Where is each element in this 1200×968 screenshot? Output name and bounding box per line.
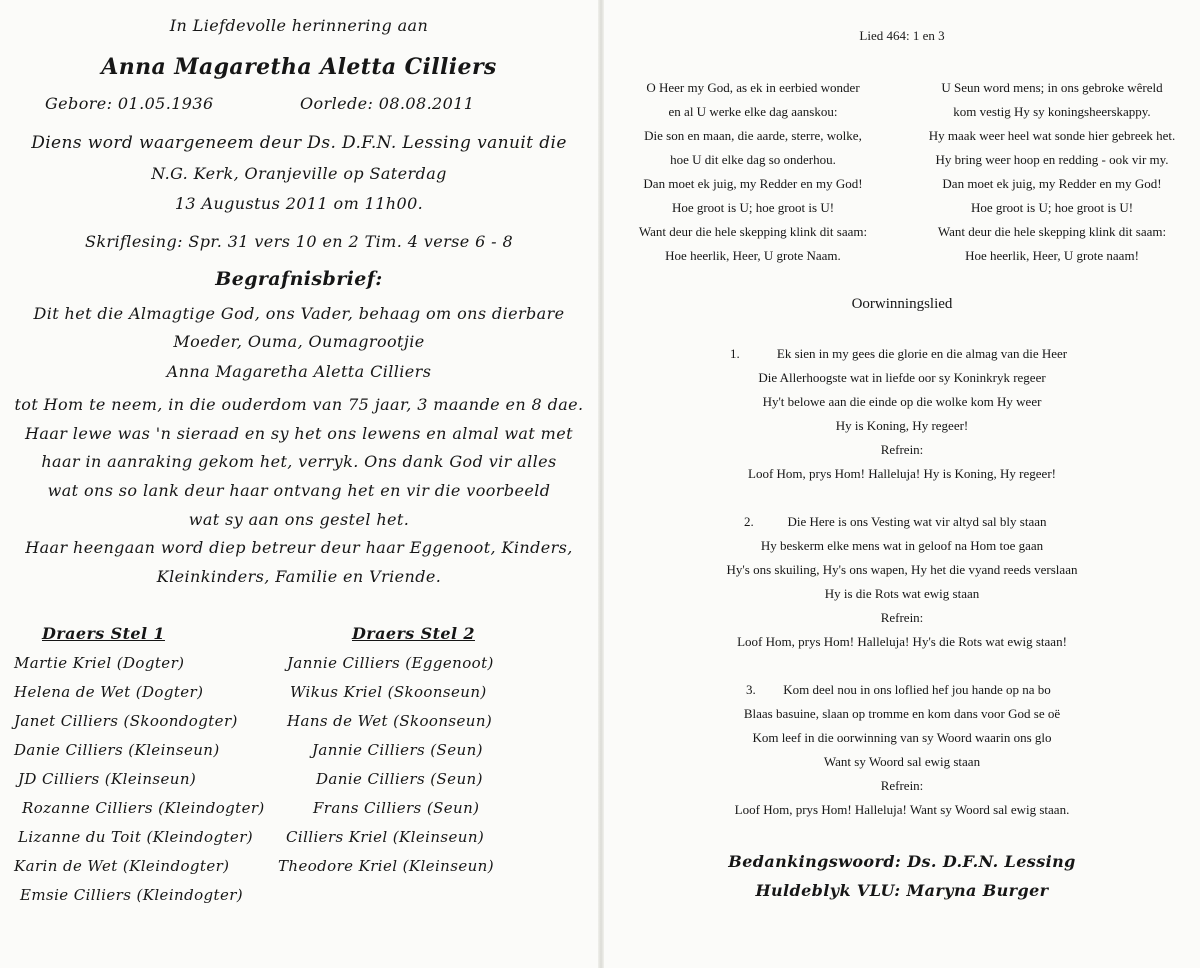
bearers-set-2-title: Draers Stel 2	[352, 624, 475, 643]
verse-number: 2.	[744, 514, 754, 529]
hymn-verse-1-line: Die son en maan, die aarde, sterre, wolke,	[644, 128, 862, 143]
intro-text: In Liefdevolle herinnering aan	[169, 16, 429, 35]
verse-line: Blaas basuine, slaan op tromme en kom dans voor God se oë	[743, 706, 1061, 721]
letter-line: Haar heengaan word diep betreur deur haar Eggenoot, Kinders,	[25, 538, 573, 557]
tribute-line: Huldeblyk VLU: Maryna Burger	[755, 881, 1049, 900]
hymn-verse-1-line: Hoe heerlik, Heer, U grote Naam.	[665, 248, 841, 263]
birth-date: Gebore: 01.05.1936	[45, 94, 214, 113]
letter-line: wat ons so lank deur haar ontvang het en vir die voorbeeld	[47, 481, 551, 500]
left-page	[0, 0, 598, 968]
bearer-set-2: Danie Cilliers (Seun)	[316, 770, 483, 788]
bearer-set-1: Janet Cilliers (Skoondogter)	[14, 712, 238, 730]
service-line: 13 Augustus 2011 om 11h00.	[174, 194, 424, 213]
bearer-set-1: Lizanne du Toit (Kleindogter)	[18, 828, 254, 846]
hymn-verse-1-line: Dan moet ek juig, my Redder en my God!	[643, 176, 863, 191]
letter-line: Moeder, Ouma, Oumagrootjie	[173, 332, 425, 351]
hymn-verse-3-line: Hoe heerlik, Heer, U grote naam!	[965, 248, 1139, 263]
letter-line: tot Hom te neem, in die ouderdom van 75 jaar, 3 maande en 8 dae.	[14, 395, 584, 414]
refrain-line: Loof Hom, prys Hom! Halleluja! Want sy Woord sal ewig staan.	[734, 802, 1070, 817]
bearer-set-2: Jannie Cilliers (Seun)	[312, 741, 483, 759]
letter-line: haar in aanraking gekom het, verryk. Ons dank God vir alles	[41, 452, 557, 471]
verse-line: Ek sien in my gees die glorie en die almag van die Heer	[776, 346, 1068, 361]
bearer-set-2: Theodore Kriel (Kleinseun)	[278, 857, 494, 875]
verse-line: Die Allerhoogste wat in liefde oor sy Koninkryk regeer	[758, 370, 1046, 385]
verse-line: Want sy Woord sal ewig staan	[823, 754, 981, 769]
refrain-line: Loof Hom, prys Hom! Halleluja! Hy's die Rots wat ewig staan!	[737, 634, 1067, 649]
verse-line: Kom deel nou in ons loflied hef jou hande op na bo	[783, 682, 1051, 697]
thanks-line: Bedankingswoord: Ds. D.F.N. Lessing	[728, 852, 1076, 871]
refrain-line: Loof Hom, prys Hom! Halleluja! Hy is Koning, Hy regeer!	[748, 466, 1056, 481]
hymn-verse-3-line: Hoe groot is U; hoe groot is U!	[970, 200, 1134, 215]
verse-line: Hy is die Rots wat ewig staan	[824, 586, 980, 601]
service-line: N.G. Kerk, Oranjeville op Saterdag	[151, 164, 447, 183]
verse-line: Die Here is ons Vesting wat vir altyd sal bly staan	[787, 514, 1047, 529]
verse-line: Hy's ons skuiling, Hy's ons wapen, Hy het die vyand reeds verslaan	[726, 562, 1078, 577]
bearer-set-1: Rozanne Cilliers (Kleindogter)	[22, 799, 265, 817]
refrain-label: Refrein:	[880, 442, 924, 457]
letter-line: Kleinkinders, Familie en Vriende.	[156, 567, 442, 586]
bearer-set-1: Martie Kriel (Dogter)	[14, 654, 185, 672]
hymn-verse-1-line: hoe U dit elke dag so onderhou.	[670, 152, 836, 167]
letter-line: Haar lewe was 'n sieraad en sy het ons lewens en almal wat met	[25, 424, 573, 443]
scripture-reading: Skriflesing: Spr. 31 vers 10 en 2 Tim. 4 verse 6 - 8	[84, 232, 514, 251]
letter-line: wat sy aan ons gestel het.	[188, 510, 410, 529]
hymn-verse-1-line: Hoe groot is U; hoe groot is U!	[671, 200, 835, 215]
hymn-verse-1-line: en al U werke elke dag aanskou:	[668, 104, 838, 119]
letter-heading: Begrafnisbrief:	[215, 268, 383, 290]
hymn-verse-3-line: Hy bring weer hoop en redding - ook vir my.	[935, 152, 1169, 167]
hymn-title: Lied 464: 1 en 3	[859, 28, 945, 43]
bearer-set-1: Emsie Cilliers (Kleindogter)	[20, 886, 244, 904]
letter-line: Anna Magaretha Aletta Cilliers	[166, 362, 432, 381]
refrain-label: Refrein:	[880, 610, 924, 625]
bearer-set-2: Cilliers Kriel (Kleinseun)	[286, 828, 485, 846]
hymn-verse-3-line: Dan moet ek juig, my Redder en my God!	[942, 176, 1162, 191]
verse-number: 1.	[730, 346, 740, 361]
bearer-set-2: Wikus Kriel (Skoonseun)	[290, 683, 487, 701]
service-line: Diens word waargeneem deur Ds. D.F.N. Lessing vanuit die	[31, 133, 567, 153]
hymn-verse-1-line: Want deur die hele skepping klink dit saam:	[638, 224, 868, 239]
bearer-set-1: Karin de Wet (Kleindogter)	[14, 857, 230, 875]
deceased-name: Anna Magaretha Aletta Cilliers	[101, 54, 497, 80]
bearer-set-1: Danie Cilliers (Kleinseun)	[14, 741, 220, 759]
hymn-verse-1-line: O Heer my God, as ek in eerbied wonder	[646, 80, 860, 95]
letter-line: Dit het die Almagtige God, ons Vader, behaag om ons dierbare	[33, 304, 565, 323]
death-date: Oorlede: 08.08.2011	[300, 94, 475, 113]
refrain-label: Refrein:	[880, 778, 924, 793]
hymn-verse-3-line: Want deur die hele skepping klink dit saam:	[937, 224, 1167, 239]
verse-number: 3.	[746, 682, 756, 697]
hymn-verse-3-line: U Seun word mens; in ons gebroke wêreld	[941, 80, 1163, 95]
hymn-verse-3-line: kom vestig Hy sy koningsheerskappy.	[953, 104, 1151, 119]
bearer-set-2: Jannie Cilliers (Eggenoot)	[287, 654, 494, 672]
song-title: Oorwinningslied	[851, 296, 953, 312]
verse-line: Hy't belowe aan die einde op die wolke kom Hy weer	[762, 394, 1042, 409]
verse-line: Hy is Koning, Hy regeer!	[835, 418, 969, 433]
right-page	[604, 0, 1200, 968]
bearer-set-2: Hans de Wet (Skoonseun)	[287, 712, 493, 730]
bearer-set-1: Helena de Wet (Dogter)	[14, 683, 204, 701]
verse-line: Kom leef in die oorwinning van sy Woord waarin ons glo	[752, 730, 1052, 745]
bearer-set-1: JD Cilliers (Kleinseun)	[18, 770, 197, 788]
bearers-set-1-title: Draers Stel 1	[42, 624, 165, 643]
verse-line: Hy beskerm elke mens wat in geloof na Hom toe gaan	[760, 538, 1044, 553]
bearer-set-2: Frans Cilliers (Seun)	[313, 799, 480, 817]
hymn-verse-3-line: Hy maak weer heel wat sonde hier gebreek het.	[928, 128, 1176, 143]
